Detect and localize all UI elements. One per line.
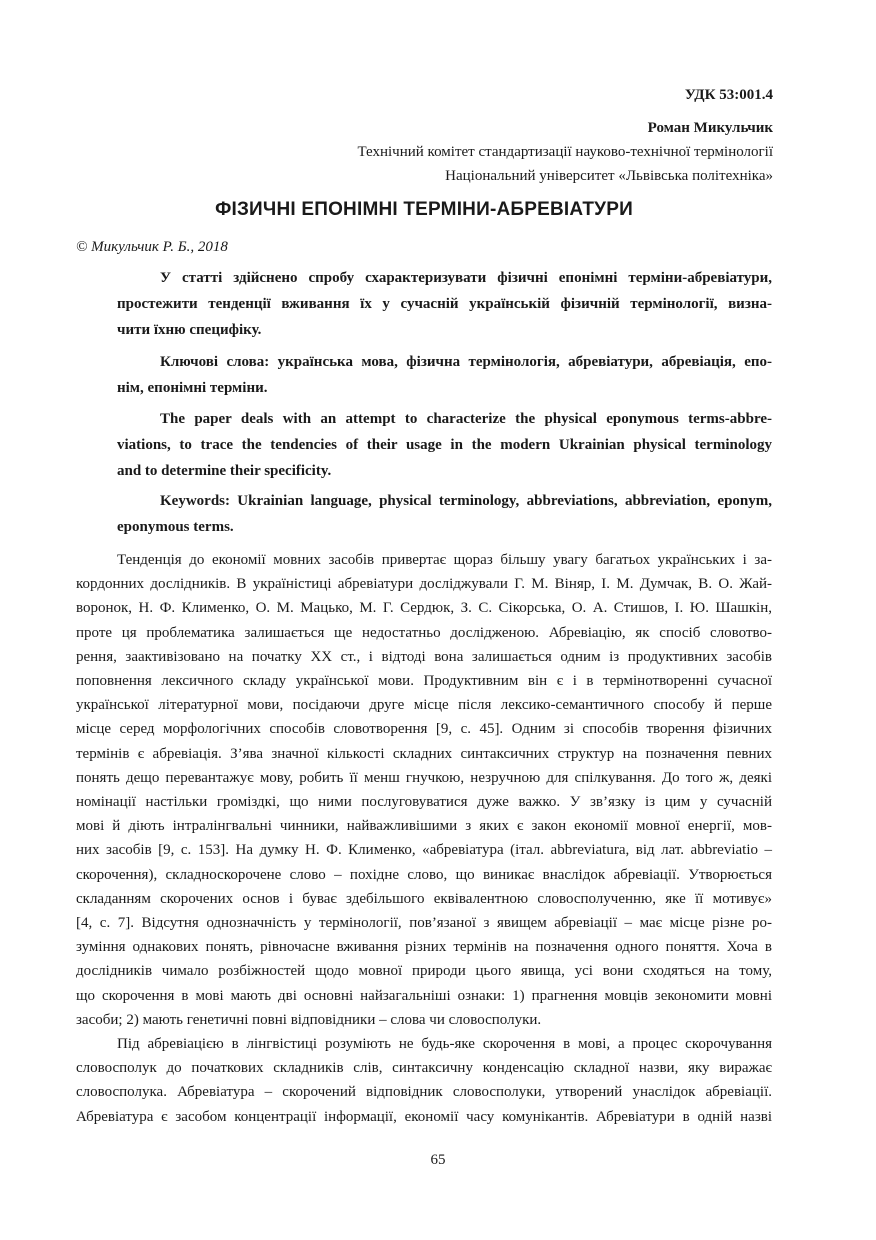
- abstract-en-line: viations, to trace the tendencies of their usage in the modern Ukrainian physical terminology: [117, 437, 772, 453]
- body-paragraph-1: [76, 548, 772, 1032]
- body-line: засоби; 2) мають генетичні повні відповідники – слова чи словосполуки.: [76, 1011, 542, 1028]
- copyright-line: © Микульчик Р. Б., 2018: [76, 239, 228, 255]
- body-paragraph-2: [76, 1032, 772, 1129]
- affiliation-committee: Технічний комітет стандартизації науково-технічної термінології: [357, 144, 773, 160]
- body-line: воронок, Н. Ф. Клименко, О. М. Мацько, М. Г. Сердюк, З. С. Сікорська, О. А. Стишов, І. Ю. Шашкін,: [76, 600, 772, 617]
- abstract-english: [117, 406, 772, 484]
- body-line: складанням скорочених основ і буває здебільшого еквівалентною словосполученню, яке її мотивує»: [76, 890, 772, 907]
- body-text: [76, 548, 772, 1129]
- affiliation-university: Національний університет «Львівська політехніка»: [445, 168, 773, 184]
- abstract-en-line: and to determine their specificity.: [117, 463, 332, 479]
- body-line: мові й діють інтралінгвальні чинники, найважливішими з яких є закон економії мовної енергії, мов-: [76, 818, 772, 835]
- abstract-ukrainian: [117, 265, 772, 343]
- body-line: кордонних дослідників. В україністиці абревіатури досліджували Г. М. Віняр, І. М. Думчак, В. О. Жай-: [76, 576, 772, 593]
- body-line: [4, с. 7]. Відсутня однозначність у термінології, пов’язаної з явищем абревіації – має місце різне ро-: [76, 915, 772, 932]
- page-number: 65: [430, 1152, 446, 1168]
- keywords-en-line: eponymous terms.: [117, 519, 234, 535]
- article-title: ФІЗИЧНІ ЕПОНІМНІ ТЕРМІНИ-АБРЕВІАТУРИ: [215, 199, 633, 220]
- body-line: дослідників чимало розбіжностей щодо мовної природи цього явища, усі вони сходяться на тому,: [76, 963, 772, 980]
- keywords-english: [117, 488, 772, 540]
- body-line: Тенденція до економії мовних засобів привертає щораз більшу увагу багатьох українських і за-: [117, 552, 772, 568]
- body-line: скорочення), складноскорочене слово – похідне слово, що виникає внаслідок абревіації. Утворюється: [76, 866, 772, 883]
- body-line: української літературної мови, посідаючи друге місце після лексико-семантичного способу й перше: [76, 697, 772, 714]
- author-name: Роман Микульчик: [647, 120, 773, 136]
- body-line: рення, заактивізовано на початку ХХ ст., і відтоді вона залишається одним із продуктивних засобів: [76, 648, 772, 665]
- abstract-uk-line: У статті здійснено спробу схарактеризувати фізичні епонімні терміни-абревіатури,: [160, 270, 772, 286]
- keywords-ukrainian: [117, 349, 772, 401]
- body-line: зуміння однакових понять, рівночасне вживання різних термінів на позначення одного поняття. Хоча в: [76, 939, 772, 956]
- keywords-uk-line: Ключові слова: українська мова, фізична термінологія, абревіатури, абревіація, епо-: [160, 354, 772, 370]
- abstract-uk-line: чити їхню специфіку.: [117, 322, 262, 338]
- body-line: словосполук до початкових складників слів, синтаксичну конденсацію складної назви, яку виражає: [76, 1060, 772, 1077]
- keywords-uk-line: нім, епонімні терміни.: [117, 380, 268, 396]
- udk-code: УДК 53:001.4: [684, 87, 773, 103]
- body-line: місце серед морфологічних способів словотворення [9, с. 45]. Одним зі способів творення фізичних: [76, 721, 772, 738]
- body-line: термінів є абревіація. З’ява значної кількості складних синтаксичних структур на позначення певних: [76, 745, 772, 762]
- body-line: Абревіатура є засобом концентрації інформації, економії часу комунікантів. Абревіатури в одній назві: [76, 1108, 772, 1125]
- body-line: поповнення лексичного складу української мови. Продуктивним він є і в термінотворенні сучасної: [76, 673, 772, 690]
- body-line: що скорочення в мові мають дві основні найзагальніші ознаки: 1) прагнення мовців зекономити мовні: [76, 987, 772, 1004]
- abstract-uk-line: простежити тенденції вживання їх у сучасній українській фізичній термінології, визна-: [117, 296, 772, 312]
- body-line: них засобів [9, с. 153]. На думку Н. Ф. Клименко, «абревіатура (італ. abbreviatura, від лат. abbreviatio –: [76, 842, 772, 859]
- body-line: понять дещо перевантажує мову, робить її менш гнучкою, незручною для спілкування. До того ж, деякі: [76, 769, 772, 786]
- body-line: словосполука. Абревіатура – скорочений відповідник словосполуки, утворений унаслідок абревіації.: [76, 1084, 772, 1101]
- abstract-en-line: The paper deals with an attempt to characterize the physical eponymous terms-abbre-: [160, 411, 772, 427]
- body-line: Під абревіацією в лінгвістиці розуміють не будь-яке скорочення в мові, а процес скорочування: [117, 1036, 772, 1053]
- body-line: проте ця проблематика залишається ще недостатньо дослідженою. Абревіацію, як спосіб словотво-: [76, 624, 772, 641]
- body-line: номінації настільки громіздкі, що ними послуговуватися дуже важко. У зв’язку із цим у сучасній: [76, 794, 772, 811]
- keywords-en-line: Keywords: Ukrainian language, physical terminology, abbreviations, abbreviation, eponym,: [160, 493, 772, 509]
